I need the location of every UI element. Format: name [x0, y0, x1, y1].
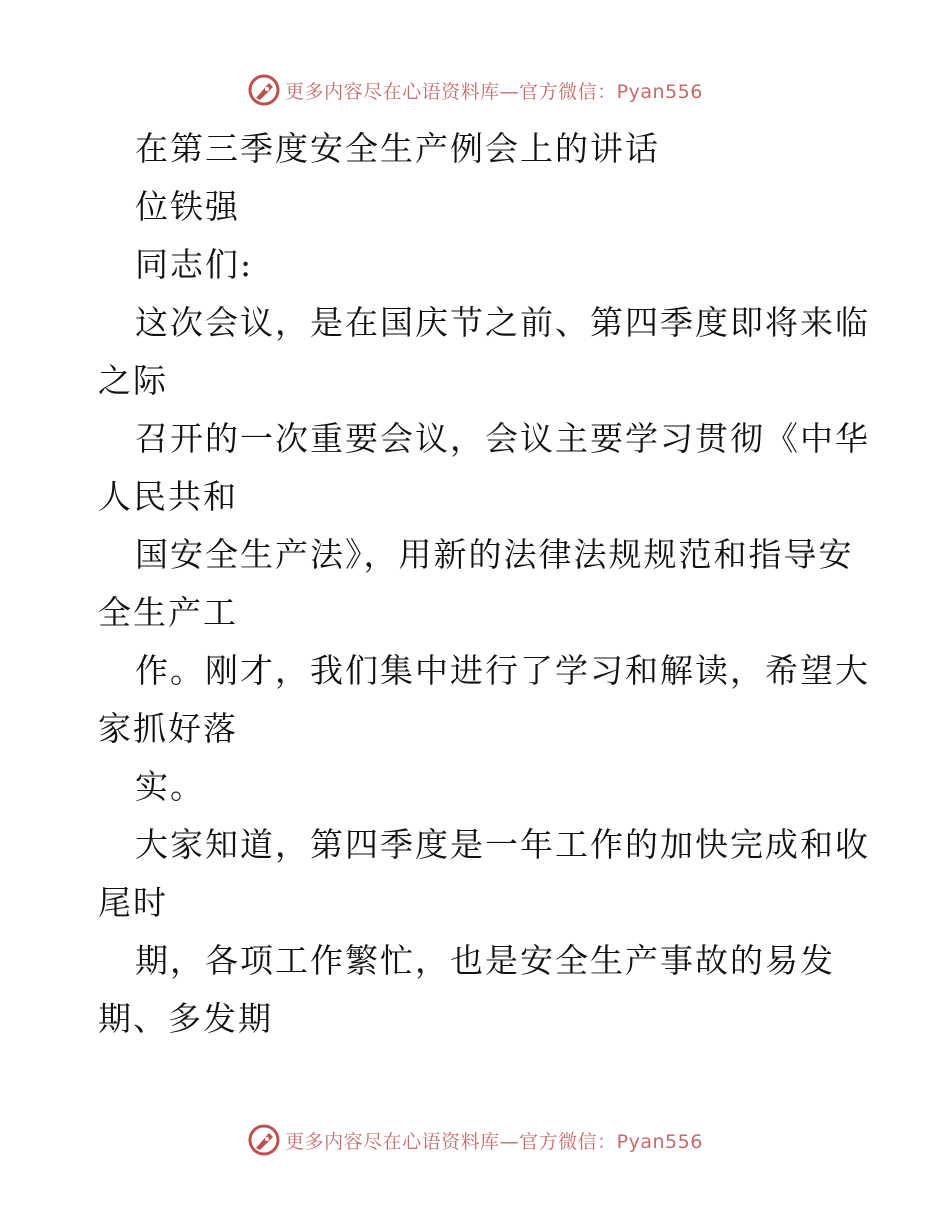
document-line: 同志们: — [135, 245, 254, 284]
document-line: 尾时 — [98, 883, 168, 922]
document-line: 大家知道，第四季度是一年工作的加快完成和收 — [135, 825, 870, 864]
document-line: 在第三季度安全生产例会上的讲话 — [135, 129, 660, 168]
document-line: 期，各项工作繁忙，也是安全生产事故的易发 — [135, 941, 835, 980]
footer-banner-text: 更多内容尽在心语资料库—官方微信：Pyan556 — [285, 1130, 703, 1153]
document-line: 国安全生产法》，用新的法律法规规范和指导安 — [135, 535, 854, 574]
document-line: 家抓好落 — [98, 709, 238, 748]
document-line: 期、多发期 — [98, 999, 273, 1038]
document-line: 这次会议，是在国庆节之前、第四季度即将来临 — [135, 303, 870, 342]
pen-nib-logo-icon — [247, 1123, 281, 1157]
document-line: 人民共和 — [98, 477, 238, 516]
document-line: 实。 — [135, 767, 205, 806]
document-line: 全生产工 — [98, 593, 238, 632]
pen-nib-logo-icon — [247, 73, 281, 107]
document-line: 之际 — [98, 361, 168, 400]
header-watermark — [0, 70, 950, 110]
document-line: 作。刚才，我们集中进行了学习和解读，希望大 — [135, 651, 870, 690]
document-line: 位铁强 — [135, 187, 240, 226]
footer-watermark — [0, 1120, 950, 1160]
document-line: 召开的一次重要会议，会议主要学习贯彻《中华 — [135, 419, 870, 458]
document-body — [98, 120, 870, 1048]
header-banner-text: 更多内容尽在心语资料库—官方微信：Pyan556 — [285, 80, 703, 103]
